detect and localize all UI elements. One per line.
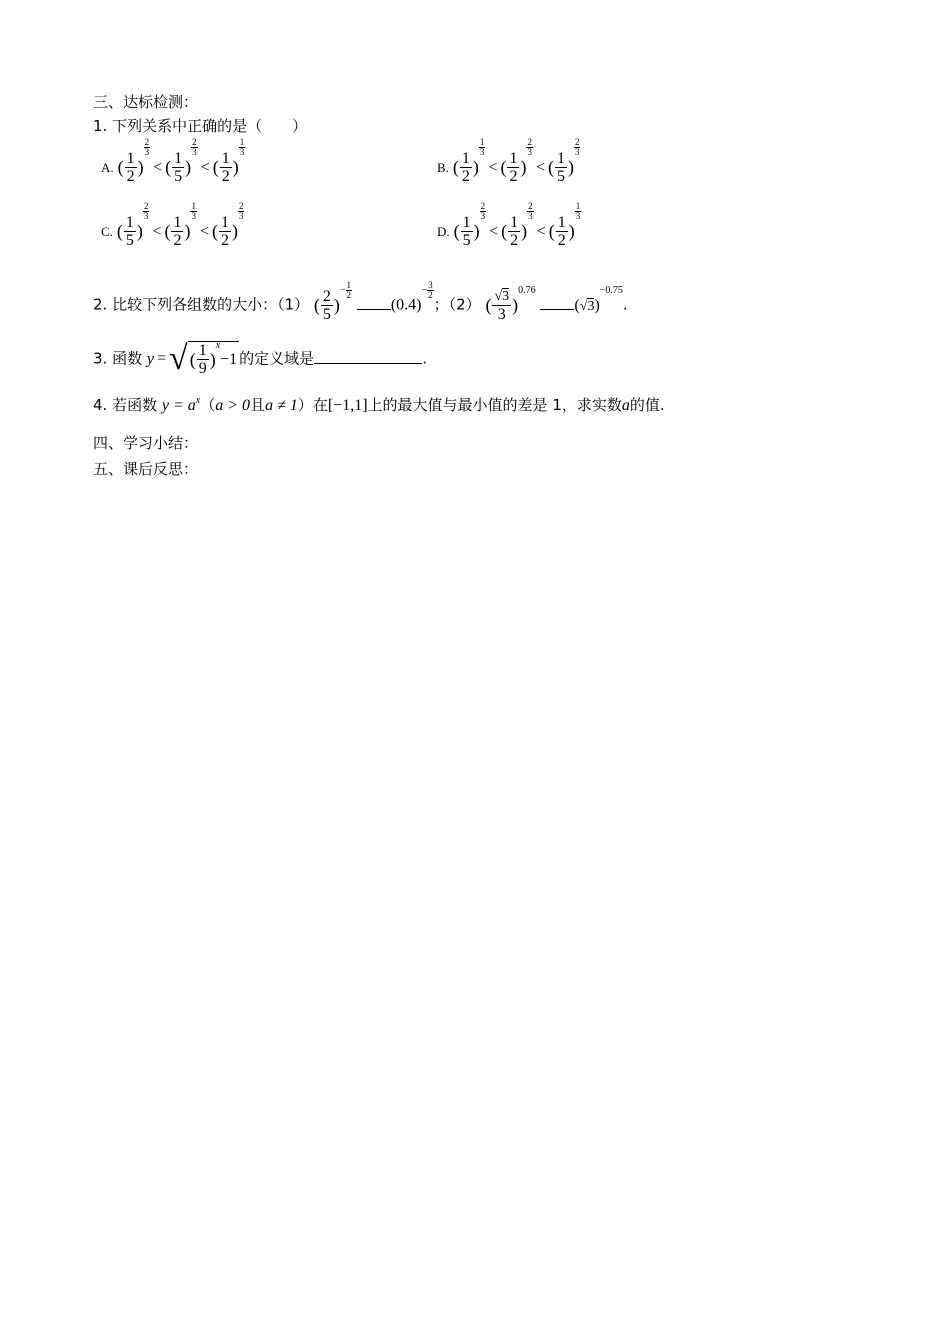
q3-blank[interactable] (314, 349, 422, 364)
q2-blank-2[interactable] (540, 295, 574, 310)
q2-a-fraction: $\frac{2}{5}$ (322, 287, 331, 323)
option-label: B. (437, 159, 449, 175)
power-term: ( $\frac{1}{2}$ ) $\frac{1}{3}$ (212, 137, 245, 185)
q2-c-fraction: $\frac{√3}{3}$ (494, 289, 510, 323)
q4-function: y = a (161, 397, 196, 414)
less-than-sign: < (536, 222, 546, 240)
q2-a-exponent: − $\frac{1}{2}$ (339, 280, 352, 301)
less-than-sign: < (489, 222, 499, 240)
q2-blank-1[interactable] (357, 295, 391, 310)
power-term: ( $\frac{1}{2}$ ) $\frac{1}{3}$ (548, 201, 581, 249)
q2-separator: ；（2） (433, 295, 481, 314)
option-a (101, 137, 245, 185)
q2-b-base: (0.4) (390, 296, 422, 314)
option-label: C. (101, 223, 113, 239)
q2-d-base: 3 (587, 298, 595, 314)
less-than-sign: < (153, 158, 163, 176)
q2-b-exponent: − $\frac{3}{2}$ (421, 280, 433, 301)
q3-radical: √ ( $\frac{1}{9}$ )x−1 (169, 340, 238, 377)
less-than-sign: < (199, 222, 209, 240)
power-term: ( $\frac{1}{5}$ ) $\frac{2}{3}$ (453, 201, 486, 249)
question-4: 4. 若函数 $y = a^x(a > 0$且a ≠ 1）在[−1,1]上的最大值与最小值的差是 1，求实数a的值. (93, 395, 665, 414)
power-term: ( $\frac{1}{2}$ ) $\frac{1}{3}$ (164, 201, 196, 249)
less-than-sign: < (488, 158, 498, 176)
question-1-stem: 1. 下列关系中正确的是（ ） (93, 117, 308, 135)
q3-prefix: 3. 函数 (93, 349, 143, 368)
q3-suffix: 的定义域是 (239, 349, 315, 368)
option-label: D. (437, 223, 450, 239)
option-d (437, 201, 581, 249)
power-term: ( $\frac{1}{2}$ ) $\frac{2}{3}$ (211, 201, 244, 249)
question-2: 2. 比较下列各组数的大小：（1） ( $\frac{2}{5}$ )− $\frac{1}{2}$ (0.4)− $\frac{3}{2}$ ；（2） ( $\frac{√3}{3}$ )0.76 (√3)−0.75. (93, 280, 628, 323)
less-than-sign: < (152, 222, 162, 240)
q2-d-exponent: −0.75 (599, 285, 623, 296)
section-4-title: 四、学习小结： (93, 434, 199, 452)
q4-prefix: 4. 若函数 (93, 396, 158, 414)
option-b (437, 137, 580, 185)
less-than-sign: < (200, 158, 210, 176)
question-3: 3. 函数 y =√ ( $\frac{1}{9}$ )x−1 的定义域是 . (93, 340, 427, 377)
power-term: ( $\frac{1}{5}$ ) $\frac{2}{3}$ (116, 201, 149, 249)
section-3-title: 三、达标检测： (93, 93, 199, 111)
power-term: ( $\frac{1}{5}$ ) $\frac{2}{3}$ (547, 137, 580, 185)
q4-condition-1: a > 0 (215, 397, 251, 414)
q2-c-exponent: 0.76 (518, 285, 536, 296)
q4-condition-2: a ≠ 1 (265, 397, 298, 414)
power-term: ( $\frac{1}{2}$ ) $\frac{2}{3}$ (500, 137, 532, 185)
power-term: ( $\frac{1}{5}$ ) $\frac{2}{3}$ (165, 137, 197, 185)
power-term: ( $\frac{1}{2}$ ) $\frac{2}{3}$ (117, 137, 150, 185)
power-term: ( $\frac{1}{2}$ ) $\frac{2}{3}$ (501, 201, 533, 249)
option-c (101, 201, 244, 249)
option-label: A. (101, 159, 114, 175)
power-term: ( $\frac{1}{2}$ ) $\frac{1}{3}$ (452, 137, 485, 185)
q4-interval: [−1,1] (327, 397, 368, 414)
q2-prefix: 2. 比较下列各组数的大小：（1） (93, 295, 310, 314)
section-5-title: 五、课后反思： (93, 460, 199, 478)
less-than-sign: < (535, 158, 545, 176)
